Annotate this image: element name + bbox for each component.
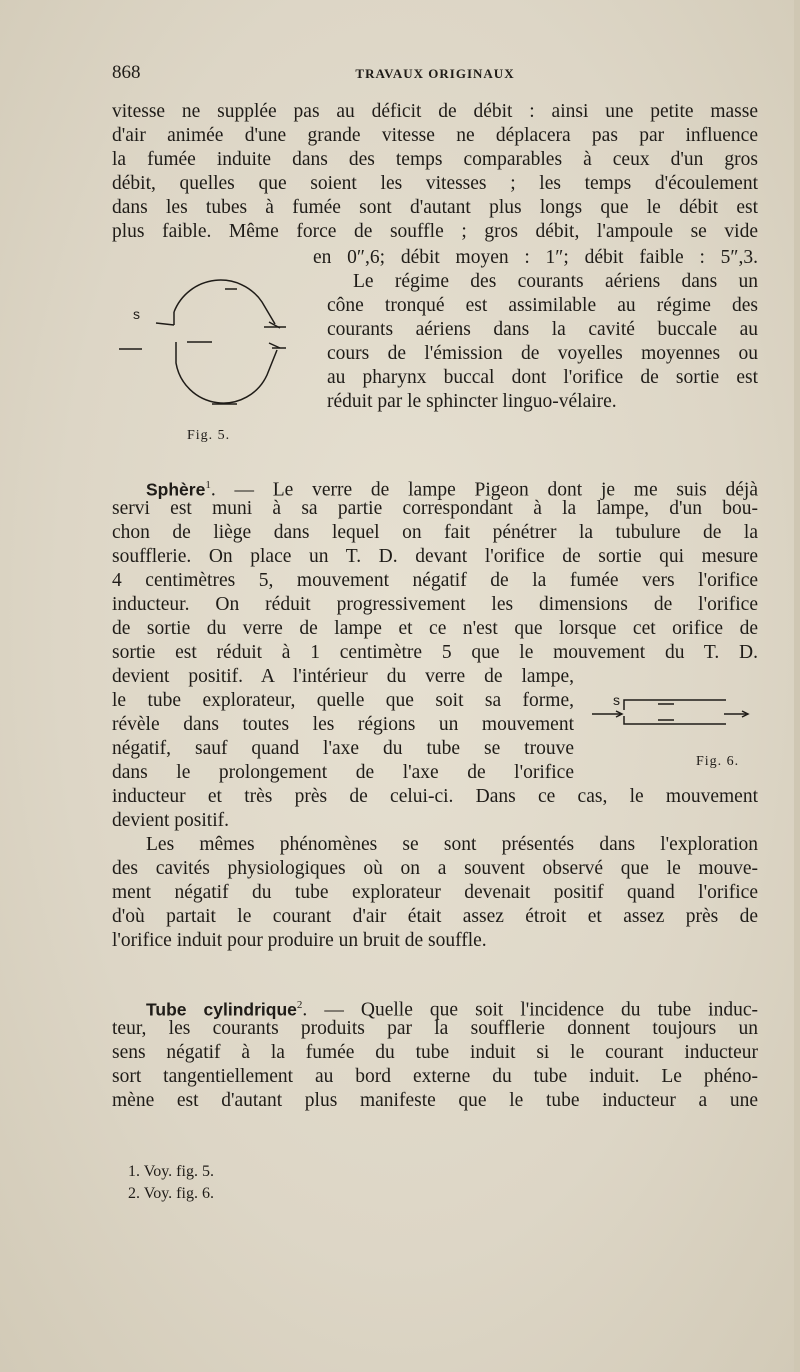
footnote-mark: 1 — [205, 479, 211, 491]
running-title: TRAVAUX ORIGINAUX — [355, 66, 515, 81]
text-line: chon de liège dans lequel on fait pénétrer la tubulure de la — [112, 522, 758, 543]
figure-6-label: s — [613, 692, 620, 708]
text-line: au pharynx buccal dont l'orifice de sortie est — [327, 367, 758, 388]
text-line: vitesse ne supplée pas au déficit de débit : ainsi une petite masse — [112, 101, 758, 122]
section-heading-sphere: Sphère — [146, 479, 206, 500]
text-line: négatif, sauf quand l'axe du tube se trouve — [112, 738, 574, 759]
text-line: soufflerie. On place un T. D. devant l'orifice de sortie qui mesure — [112, 546, 758, 567]
text-line: cours de l'émission de voyelles moyennes ou — [327, 343, 758, 364]
text-span: . — Quelle que soit l'incidence du tube induc- — [302, 999, 759, 1021]
text-line: plus faible. Même force de souffle ; gros débit, l'ampoule se vide — [112, 221, 758, 242]
footnote-1: 1. Voy. fig. 5. — [128, 1163, 214, 1180]
text-line: Le régime des courants aériens dans un — [353, 271, 758, 292]
text-line: 4 centimètres 5, mouvement négatif de la fumée vers l'orifice — [112, 570, 758, 591]
text-span: . — Le verre de lampe Pigeon dont je me suis déjà — [210, 479, 758, 501]
figure-5-label: s — [133, 306, 140, 322]
text-line: le tube explorateur, quelle que soit sa forme, — [112, 690, 574, 711]
text-line: débit, quelles que soient les vitesses ; les temps d'écoulement — [112, 173, 758, 194]
figure-5 — [112, 268, 322, 418]
text-line: la fumée induite dans des temps comparables à ceux d'un gros — [112, 149, 758, 170]
footnote-2: 2. Voy. fig. 6. — [128, 1185, 214, 1202]
page-number: 868 — [112, 62, 141, 83]
text-line: réduit par le sphincter linguo-vélaire. — [327, 391, 617, 412]
text-line: sortie est réduit à 1 centimètre 5 que le mouvement du T. D. — [112, 642, 758, 663]
text-line: teur, les courants produits par la soufflerie donnent toujours un — [112, 1018, 758, 1039]
text-line: inducteur et très près de celui-ci. Dans ce cas, le mouvement — [112, 786, 758, 807]
text-line: dans les tubes à fumée sont d'autant plus longs que le débit est — [112, 197, 758, 218]
text-line: d'où partait le courant d'air était assez étroit et assez près de — [112, 906, 758, 927]
figure-6-caption: Fig. 6. — [696, 754, 740, 769]
text-line: devient positif. A l'intérieur du verre de lampe, — [112, 666, 574, 687]
page-header — [112, 62, 758, 86]
text-line: cône tronqué est assimilable au régime des — [327, 295, 758, 316]
text-line: d'air animée d'une grande vitesse ne déplacera pas par influence — [112, 125, 758, 146]
text-line: de sortie du verre de lampe et ce n'est que lorsque cet orifice de — [112, 618, 758, 639]
text-line: sort tangentiellement au bord externe du tube induit. Le phéno- — [112, 1066, 758, 1087]
text-line — [112, 473, 758, 501]
text-line: servi est muni à sa partie correspondant à la lampe, d'un bou- — [112, 498, 758, 519]
figure-5-caption: Fig. 5. — [187, 428, 231, 443]
page-edge — [794, 0, 800, 1372]
text-line — [112, 993, 759, 1021]
text-line: révèle dans toutes les régions un mouvement — [112, 714, 574, 735]
text-line: l'orifice induit pour produire un bruit de souffle. — [112, 930, 487, 951]
text-line: devient positif. — [112, 810, 229, 831]
text-line: ment négatif du tube explorateur devenait positif quand l'orifice — [112, 882, 758, 903]
text-line: des cavités physiologiques où on a souvent observé que le mouve- — [112, 858, 758, 879]
text-line: mène est d'autant plus manifeste que le tube inducteur a une — [112, 1090, 758, 1111]
text-line: courants aériens dans la cavité buccale au — [327, 319, 758, 340]
footnote-mark: 2 — [296, 999, 303, 1011]
text-line: dans le prolongement de l'axe de l'orifice — [112, 762, 574, 783]
text-line: Les mêmes phénomènes se sont présentés dans l'exploration — [146, 834, 758, 855]
section-heading-tube: Tube cylindrique — [146, 999, 297, 1020]
text-line: en 0″,6; débit moyen : 1″; débit faible : 5″,3. — [313, 247, 758, 268]
text-line: inducteur. On réduit progressivement les dimensions de l'orifice — [112, 594, 758, 615]
text-line: sens négatif à la fumée du tube induit si le courant inducteur — [112, 1042, 758, 1063]
